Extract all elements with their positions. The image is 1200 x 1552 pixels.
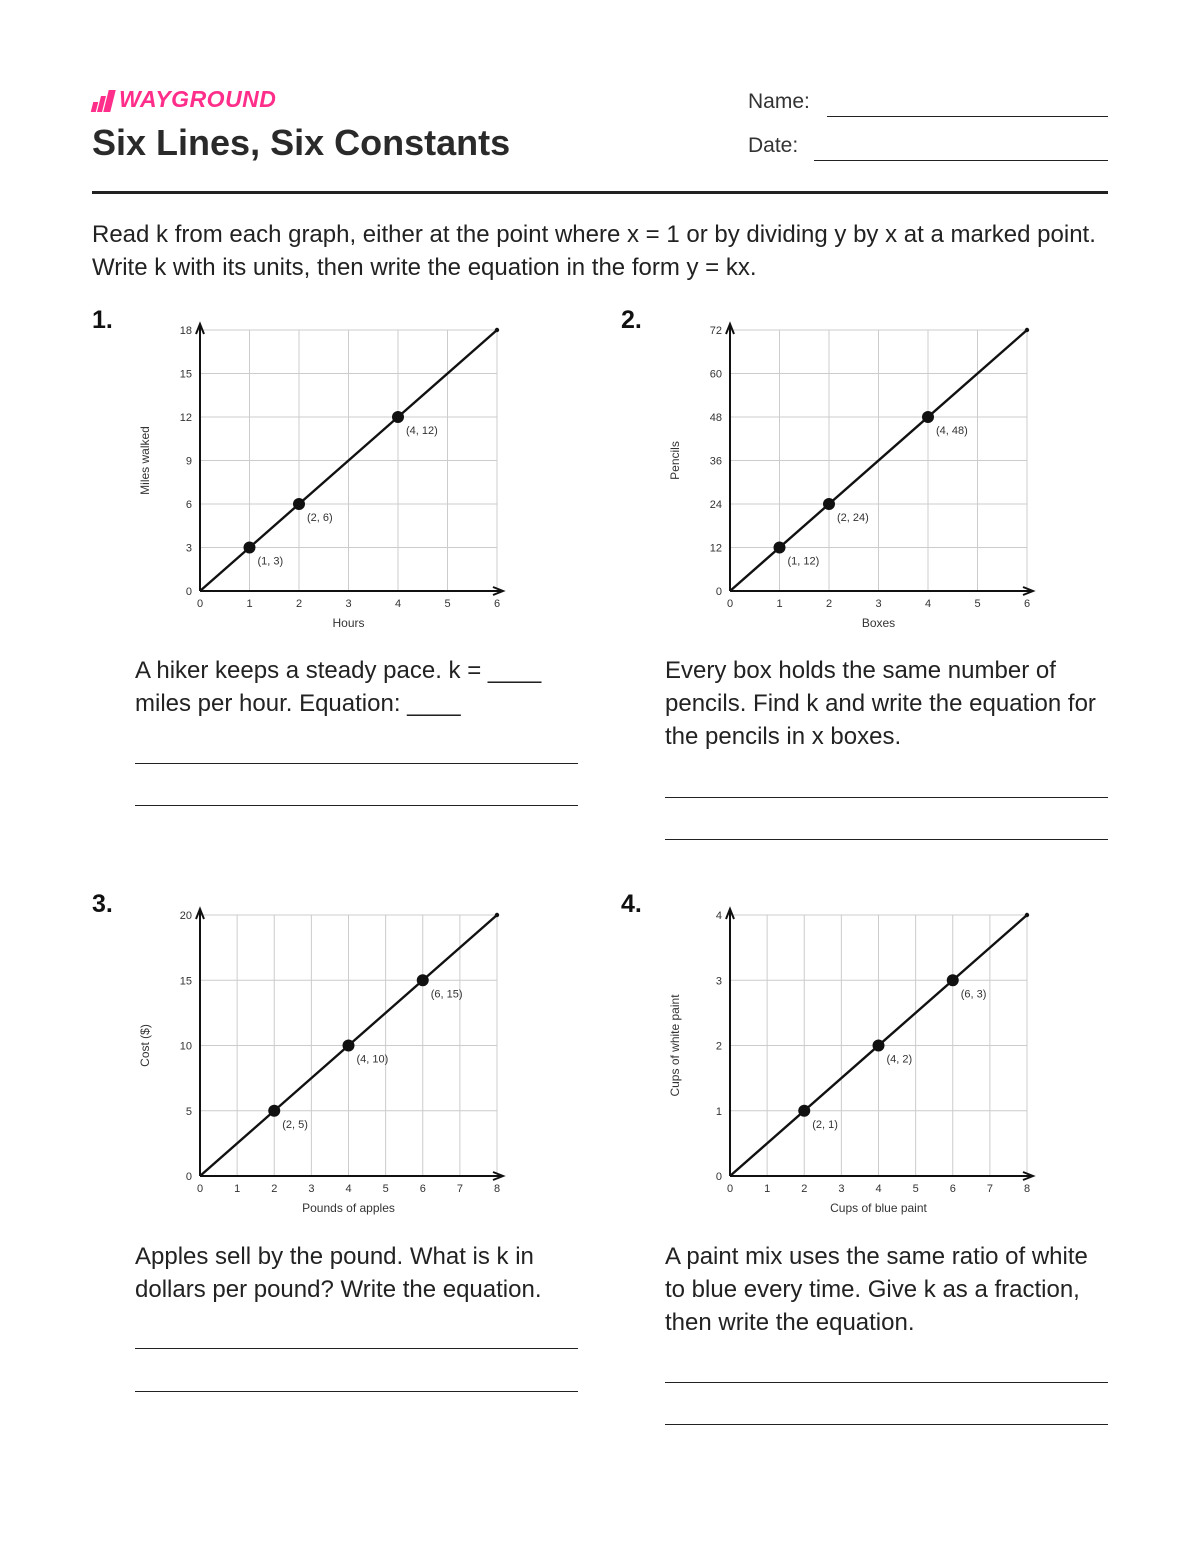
- y-tick-label: 12: [179, 412, 192, 424]
- x-tick-label: 3: [838, 1183, 845, 1195]
- x-tick-label: 1: [234, 1183, 241, 1195]
- x-tick-label: 1: [764, 1183, 771, 1195]
- y-tick-label: 3: [715, 975, 722, 988]
- y-tick-label: 0: [715, 586, 722, 598]
- data-point: [293, 498, 305, 510]
- x-axis-title: Cups of blue paint: [830, 1201, 927, 1215]
- y-tick-label: 72: [709, 325, 722, 337]
- y-axis-title: Cups of white paint: [668, 994, 682, 1097]
- x-axis-title: Boxes: [861, 616, 896, 630]
- problem-2-answer-line-1[interactable]: [665, 797, 1108, 798]
- data-point: [417, 974, 429, 986]
- x-tick-label: 5: [912, 1183, 919, 1195]
- problem-3-prompt: Apples sell by the pound. What is k in dollars per pound? Write the equation.: [135, 1243, 542, 1303]
- data-point-label: (6, 3): [960, 988, 987, 1001]
- x-tick-label: 6: [493, 598, 501, 610]
- name-field[interactable]: [827, 116, 1108, 117]
- y-tick-label: 0: [185, 1171, 192, 1183]
- y-tick-label: 0: [185, 586, 192, 598]
- data-point: [823, 498, 835, 510]
- problem-2-prompt: Every box holds the same number of pencils. Find k and write the equation for the pencils in x boxes.: [665, 657, 1096, 750]
- x-tick-label: 3: [875, 598, 882, 610]
- y-tick-label: 5: [185, 1105, 192, 1118]
- data-point-label: (2, 6): [307, 512, 333, 524]
- x-tick-label: 8: [493, 1183, 501, 1195]
- date-field[interactable]: [814, 160, 1108, 161]
- y-tick-label: 24: [709, 499, 722, 511]
- series-line-end: [495, 328, 499, 332]
- problem-4-answer-line-1[interactable]: [665, 1382, 1108, 1383]
- y-tick-label: 4: [715, 910, 722, 922]
- data-point: [774, 542, 786, 554]
- x-tick-label: 3: [308, 1183, 315, 1195]
- x-tick-label: 1: [246, 598, 253, 610]
- date-label: Date:: [748, 134, 799, 157]
- y-tick-label: 9: [185, 455, 192, 468]
- y-tick-label: 18: [179, 325, 192, 337]
- y-axis-title: Pencils: [668, 441, 682, 480]
- x-tick-label: 6: [1023, 598, 1031, 610]
- data-point-label: (4, 10): [356, 1053, 389, 1066]
- x-tick-label: 7: [986, 1183, 993, 1195]
- x-tick-label: 1: [776, 598, 783, 610]
- x-tick-label: 0: [726, 598, 734, 610]
- x-axis-title: Hours: [332, 616, 365, 630]
- y-axis-title: Cost ($): [138, 1024, 152, 1067]
- data-point: [343, 1040, 355, 1052]
- x-tick-label: 5: [974, 598, 981, 610]
- series-line-end: [495, 913, 499, 917]
- x-tick-label: 4: [394, 598, 402, 610]
- problem-3-answer-line-2[interactable]: [135, 1391, 578, 1392]
- wayground-logo-icon: [92, 88, 113, 112]
- problem-1-answer-line-2[interactable]: [135, 805, 578, 806]
- y-tick-label: 60: [709, 368, 722, 381]
- problem-4-prompt: A paint mix uses the same ratio of white to blue every time. Give k as a fraction, then write the equation.: [665, 1243, 1088, 1336]
- y-tick-label: 20: [179, 910, 192, 922]
- data-point-label: (2, 1): [812, 1118, 838, 1131]
- data-point-label: (4, 48): [936, 425, 968, 437]
- x-tick-label: 5: [444, 598, 451, 610]
- data-point: [873, 1040, 885, 1052]
- data-point-label: (1, 12): [787, 555, 820, 568]
- problem-1-prompt: A hiker keeps a steady pace. k = ____ miles per hour. Equation: ____: [135, 657, 542, 717]
- instructions: Read k from each graph, either at the point where x = 1 or by dividing y by x at a marked point. Write k with its units, then write the equation in the form y = kx.: [92, 221, 1096, 281]
- problem-2-answer-line-2[interactable]: [665, 839, 1108, 840]
- problem-3-number: 3.: [92, 890, 113, 918]
- x-tick-label: 3: [345, 598, 352, 610]
- x-tick-label: 2: [295, 598, 303, 610]
- x-tick-label: 8: [1023, 1183, 1031, 1195]
- data-point-label: (6, 15): [430, 988, 463, 1001]
- data-point-label: (4, 12): [406, 425, 438, 437]
- header-divider: [92, 191, 1108, 194]
- data-point: [798, 1105, 810, 1117]
- data-point-label: (1, 3): [257, 555, 284, 568]
- x-tick-label: 6: [419, 1183, 426, 1195]
- data-point: [922, 411, 934, 423]
- x-axis-title: Pounds of apples: [302, 1201, 395, 1215]
- y-tick-label: 6: [185, 499, 192, 511]
- y-tick-label: 12: [709, 542, 722, 555]
- problem-1-answer-line-1[interactable]: [135, 763, 578, 764]
- y-tick-label: 15: [179, 975, 192, 988]
- data-point-label: (2, 5): [282, 1118, 308, 1131]
- page-title: Six Lines, Six Constants: [92, 122, 511, 163]
- x-tick-label: 2: [271, 1183, 278, 1195]
- y-tick-label: 3: [185, 542, 192, 555]
- x-tick-label: 4: [345, 1183, 352, 1195]
- problem-3-chart: [130, 903, 520, 1221]
- data-point: [947, 974, 959, 986]
- y-tick-label: 0: [715, 1171, 722, 1183]
- y-tick-label: 2: [715, 1040, 722, 1053]
- series-line-end: [1025, 328, 1029, 332]
- problem-2-chart: [660, 318, 1050, 636]
- x-tick-label: 7: [456, 1183, 463, 1195]
- x-tick-label: 4: [924, 598, 932, 610]
- problem-4-chart: [660, 903, 1050, 1221]
- series-line-end: [1025, 913, 1029, 917]
- x-tick-label: 2: [801, 1183, 808, 1195]
- x-tick-label: 5: [382, 1183, 389, 1195]
- y-tick-label: 10: [179, 1040, 192, 1053]
- y-tick-label: 15: [179, 368, 192, 381]
- problem-3-answer-line-1[interactable]: [135, 1348, 578, 1349]
- name-label: Name:: [748, 90, 810, 113]
- x-tick-label: 0: [726, 1183, 734, 1195]
- x-tick-label: 6: [949, 1183, 956, 1195]
- x-tick-label: 0: [196, 1183, 204, 1195]
- x-tick-label: 0: [196, 598, 204, 610]
- problem-1-chart: [130, 318, 520, 636]
- problem-4-answer-line-2[interactable]: [665, 1424, 1108, 1425]
- brand-logo: [92, 86, 276, 113]
- y-tick-label: 1: [715, 1105, 722, 1118]
- brand-name: WAYGROUND: [119, 86, 277, 112]
- problem-4-number: 4.: [621, 890, 642, 918]
- data-point: [268, 1105, 280, 1117]
- data-point: [244, 542, 256, 554]
- data-point: [392, 411, 404, 423]
- y-tick-label: 36: [709, 455, 722, 468]
- y-tick-label: 48: [709, 412, 722, 424]
- problem-2-number: 2.: [621, 306, 642, 334]
- x-tick-label: 4: [875, 1183, 882, 1195]
- x-tick-label: 2: [825, 598, 833, 610]
- data-point-label: (2, 24): [837, 512, 869, 524]
- y-axis-title: Miles walked: [138, 426, 152, 495]
- data-point-label: (4, 2): [886, 1053, 913, 1066]
- problem-1-number: 1.: [92, 306, 113, 334]
